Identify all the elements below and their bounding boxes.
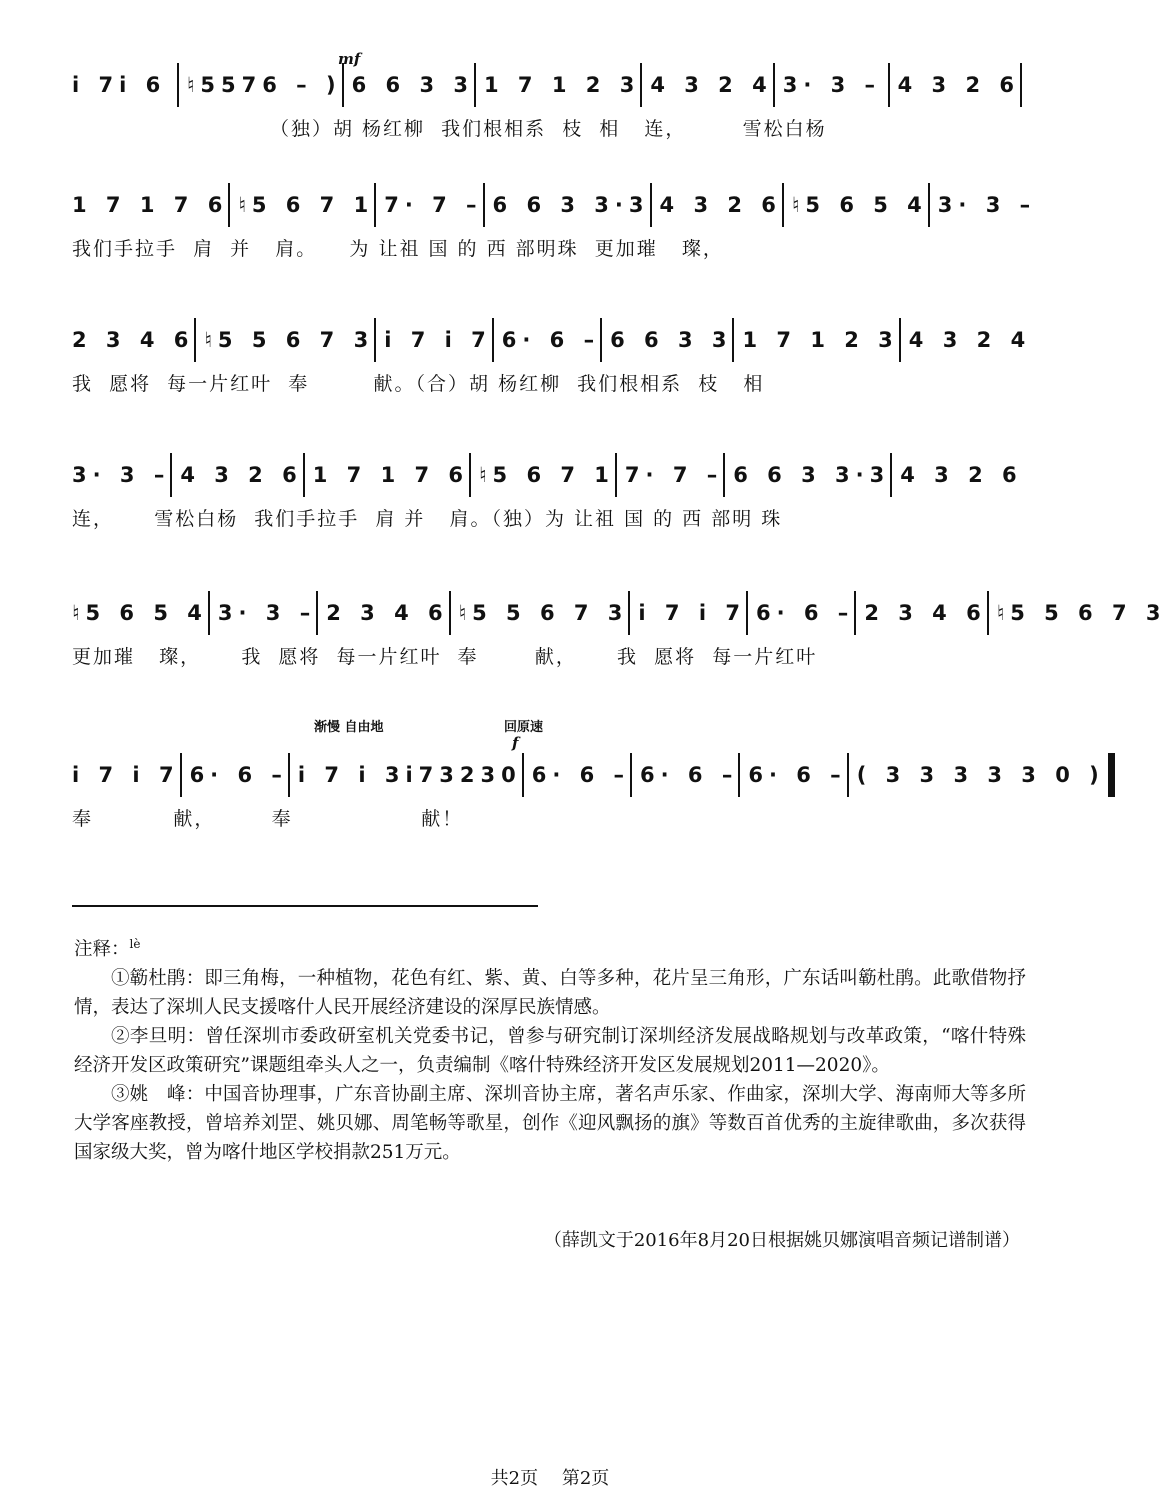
dynamic-mf: mf [338, 50, 361, 68]
lyrics-line: 我们手拉手 肩 并 肩。 为 让祖 国 的 西 部明珠 更加璀 璨， [72, 238, 724, 260]
measure: ♮5 5 6 7 3 [194, 318, 374, 362]
measure: ♮5 6 5 4 [782, 183, 928, 227]
footnote-2: ②李旦明：曾任深圳市委政研室机关党委书记，曾参与研究制订深圳经济发展战略规划与改革政策，“喀什特殊经济开发区政策研究”课题组牵头人之一，负责编制《喀什特殊经济开发区发展规划2011—2020》。 [74, 1026, 1026, 1077]
measure: 1 7 1 2 3 [732, 318, 898, 362]
measure: 7· 7 – [374, 183, 482, 227]
measure: 6· 6 – [522, 753, 630, 797]
measure: 6· 6 – [746, 591, 854, 635]
measure: i 7 i 7 [374, 318, 492, 362]
staff-line [72, 591, 1167, 635]
measure: 1 7 1 7 6 [72, 193, 229, 217]
measure: i 7 i 7 [72, 763, 180, 787]
measure: 3· 3 – [72, 463, 171, 487]
measure: 2 3 4 6 [316, 591, 448, 635]
staff-line [72, 183, 1037, 227]
dynamic-f: f [512, 734, 519, 752]
measure: 2 3 4 6 [854, 591, 986, 635]
footnotes-heading [74, 930, 1026, 964]
lyrics-line: （独）胡 杨红柳 我们根相系 枝 相 连， 雪松白杨 [270, 118, 827, 140]
measure: 4 3 2 6 [890, 453, 1022, 497]
transcription-credit: （薛凯文于2016年8月20日根据姚贝娜演唱音频记谱制谱） [543, 1230, 1020, 1251]
page-number: 共2页 第2页 [490, 1468, 610, 1489]
measure: 1 7 1 7 6 [303, 453, 469, 497]
measure: ♮5 5 6 7 3 [987, 591, 1167, 635]
staff-line [72, 318, 1032, 362]
tempo-mark-rit: 渐慢 自由地 [314, 720, 384, 735]
measure: i 7 i 7 [628, 591, 746, 635]
heading-text: 注释： [74, 939, 130, 961]
barline [1020, 63, 1022, 107]
staff-line [72, 453, 1022, 497]
measure: 6 6 3 3·3 [723, 453, 890, 497]
measure: ♮5 6 5 4 [72, 601, 208, 625]
final-barline [1108, 753, 1115, 797]
measure: 3· 3 – [773, 63, 888, 107]
lyrics-line: 连， 雪松白杨 我们手拉手 肩 并 肩。（独）为 让祖 国 的 西 部明 珠 [72, 508, 783, 530]
measure: 6 6 3 3 [342, 63, 474, 107]
measure: 3· 3 – [928, 183, 1036, 227]
staff-line [72, 753, 1105, 797]
lyrics-line: 奉 献， 奉 献！ [72, 808, 464, 830]
measure: 2 3 4 6 [72, 328, 195, 352]
measure: ( 3 3 3 3 3 0 ) [847, 753, 1105, 797]
measure: 1 7 1 2 3 [474, 63, 640, 107]
staff-line [72, 63, 1022, 107]
measure: ♮5576 – ) [177, 63, 342, 107]
measure: 6 6 3 3·3 [483, 183, 650, 227]
footnote-divider [72, 905, 538, 907]
measure: 4 3 2 6 [170, 453, 302, 497]
measure: 6· 6 – [630, 753, 738, 797]
pinyin-annotation: lè [129, 937, 141, 951]
measure: 4 3 2 6 [888, 63, 1020, 107]
measure: i 7i 6 [72, 73, 167, 97]
measure: 4 3 2 4 [640, 63, 772, 107]
measure: 3· 3 – [208, 591, 316, 635]
lyrics-line: 更加璀 璨， 我 愿将 每一片红叶 奉 献， 我 愿将 每一片红叶 [72, 646, 818, 668]
footnote-3: ③姚 峰：中国音协理事，广东音协副主席、深圳音协主席，著名声乐家、作曲家，深圳大学、海南师大等多所大学客座教授，曾培养刘罡、姚贝娜、周笔畅等歌星，创作《迎风飘扬的旗》等数百首优秀的主旋律歌曲，多次获得国家级大奖，曾为喀什地区学校捐款251万元。 [74, 1084, 1026, 1164]
measure: 6· 6 – [180, 753, 288, 797]
measure: 4 3 2 4 [899, 318, 1031, 362]
footnote-1: ①簕杜鹃：即三角梅，一种植物，花色有红、紫、黄、白等多种，花片呈三角形，广东话叫簕杜鹃。此歌借物抒情，表达了深圳人民支援喀什人民开展经济建设的深厚民族情感。 [74, 968, 1026, 1019]
measure: 6· 6 – [738, 753, 846, 797]
footnotes [74, 930, 1026, 1167]
measure: 4 3 2 6 [650, 183, 782, 227]
measure: ♮5 6 7 1 [469, 453, 615, 497]
measure: 6· 6 – [492, 318, 600, 362]
measure: i 7 i 3i73230 [288, 753, 522, 797]
measure: 6 6 3 3 [600, 318, 732, 362]
measure: 7· 7 – [615, 453, 723, 497]
tempo-mark-a-tempo: 回原速 [504, 720, 544, 735]
measure: ♮5 6 7 1 [228, 183, 374, 227]
measure: ♮5 5 6 7 3 [449, 591, 629, 635]
lyrics-line: 我 愿将 每一片红叶 奉 献。（合）胡 杨红柳 我们根相系 枝 相 [72, 373, 765, 395]
